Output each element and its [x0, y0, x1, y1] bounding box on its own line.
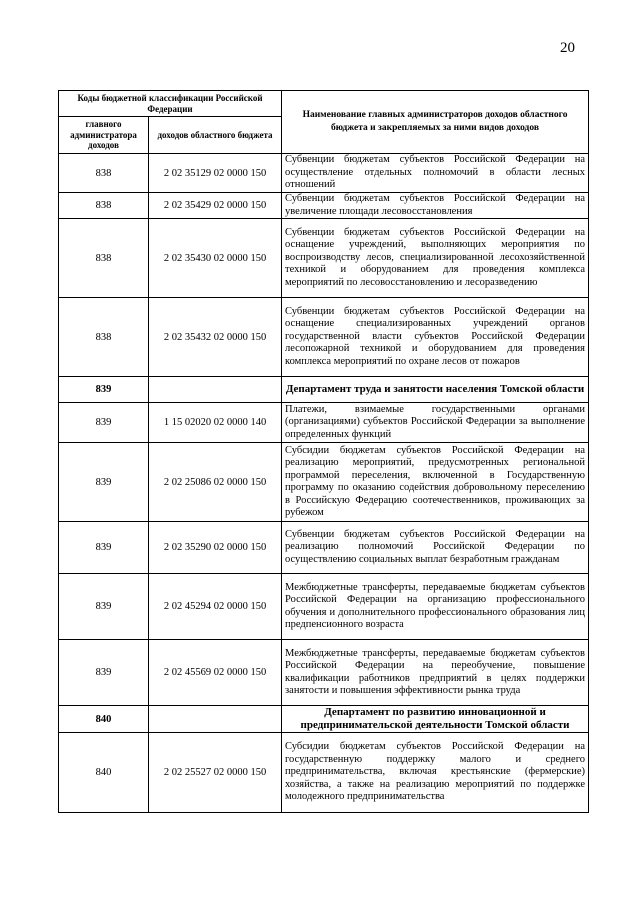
- table-row: [59, 193, 589, 219]
- description-cell: Межбюджетные трансферты, передаваемые бюджетам субъектов Российской Федерации на организацию профессионального обучения и дополнительного профессионального образования лиц предпенсионного возраста: [282, 574, 589, 640]
- description-cell: Субвенции бюджетам субъектов Российской Федерации на осуществление отдельных полномочий в области лесных отношений: [282, 154, 589, 193]
- revenue-code-cell: [149, 377, 282, 403]
- admin-code-cell: 840: [59, 706, 149, 733]
- revenue-code-cell: 2 02 35430 02 0000 150: [149, 219, 282, 298]
- revenue-code-cell: [149, 706, 282, 733]
- page-number: 20: [560, 40, 575, 56]
- admin-code-cell: 839: [59, 403, 149, 443]
- table-row: [59, 298, 589, 377]
- table-row: [59, 574, 589, 640]
- admin-code-cell: 839: [59, 574, 149, 640]
- header-code-column: доходов областного бюджета: [149, 117, 282, 154]
- budget-classification-table: [58, 90, 589, 813]
- admin-code-cell: 838: [59, 298, 149, 377]
- revenue-code-cell: 2 02 35290 02 0000 150: [149, 522, 282, 574]
- revenue-code-cell: 2 02 25527 02 0000 150: [149, 733, 282, 813]
- header-codes-group: Коды бюджетной классификации Российской Федерации: [59, 91, 282, 117]
- admin-code-cell: 838: [59, 193, 149, 219]
- table-row: [59, 154, 589, 193]
- revenue-code-cell: 2 02 45294 02 0000 150: [149, 574, 282, 640]
- revenue-code-cell: 2 02 25086 02 0000 150: [149, 443, 282, 522]
- table-row: [59, 733, 589, 813]
- department-name-cell: Департамент по развитию инновационной и предпринимательской деятельности Томской области: [282, 706, 589, 733]
- admin-code-cell: 838: [59, 154, 149, 193]
- header-name-column: Наименование главных администраторов доходов областного бюджета и закрепляемых за ними видов доходов: [282, 91, 589, 154]
- description-cell: Субсидии бюджетам субъектов Российской Федерации на государственную поддержку малого и среднего предпринимательства, включая крестьянские (фермерские) хозяйства, а также на реализацию мероприятий по поддержке молодежного предпринимательства: [282, 733, 589, 813]
- revenue-code-cell: 2 02 35429 02 0000 150: [149, 193, 282, 219]
- table-row: [59, 522, 589, 574]
- description-cell: Субвенции бюджетам субъектов Российской Федерации на оснащение специализированных учреждений органов государственной власти субъектов Российской Федерации лесопожарной техникой и оборудованием для проведения комплекса мероприятий по охране лесов от пожаров: [282, 298, 589, 377]
- admin-code-cell: 839: [59, 522, 149, 574]
- description-cell: Платежи, взимаемые государственными органами (организациями) субъектов Российской Федерации за выполнение определенных функций: [282, 403, 589, 443]
- section-row: [59, 377, 589, 403]
- table-row: [59, 640, 589, 706]
- department-name-cell: Департамент труда и занятости населения Томской области: [282, 377, 589, 403]
- description-cell: Межбюджетные трансферты, передаваемые бюджетам субъектов Российской Федерации на переобучение, повышение квалификации работников предприятий в целях поддержки занятости и повышения эффективности рынка труда: [282, 640, 589, 706]
- revenue-code-cell: 2 02 35129 02 0000 150: [149, 154, 282, 193]
- admin-code-cell: 840: [59, 733, 149, 813]
- admin-code-cell: 839: [59, 443, 149, 522]
- revenue-code-cell: 2 02 45569 02 0000 150: [149, 640, 282, 706]
- table-row: [59, 443, 589, 522]
- description-cell: Субвенции бюджетам субъектов Российской Федерации на реализацию полномочий Российской Федерации по осуществлению социальных выплат безработным гражданам: [282, 522, 589, 574]
- description-cell: Субвенции бюджетам субъектов Российской Федерации на оснащение учреждений, выполняющих мероприятия по воспроизводству лесов, специализированной лесохозяйственной техникой и оборудованием для проведения комплекса мероприятий по лесовосстановлению и лесоразведению: [282, 219, 589, 298]
- table-row: [59, 219, 589, 298]
- admin-code-cell: 839: [59, 377, 149, 403]
- admin-code-cell: 839: [59, 640, 149, 706]
- revenue-code-cell: 1 15 02020 02 0000 140: [149, 403, 282, 443]
- description-cell: Субсидии бюджетам субъектов Российской Федерации на реализацию мероприятий, предусмотренных региональной программой переселения, включенной в Государственную программу по оказанию содействия добровольному переселению в Российскую Федерацию соотечественников, проживающих за рубежом: [282, 443, 589, 522]
- revenue-code-cell: 2 02 35432 02 0000 150: [149, 298, 282, 377]
- admin-code-cell: 838: [59, 219, 149, 298]
- section-row: [59, 706, 589, 733]
- table-row: [59, 403, 589, 443]
- description-cell: Субвенции бюджетам субъектов Российской Федерации на увеличение площади лесовосстановления: [282, 193, 589, 219]
- header-admin-column: главного администратора доходов: [59, 117, 149, 154]
- table-body: [59, 154, 589, 813]
